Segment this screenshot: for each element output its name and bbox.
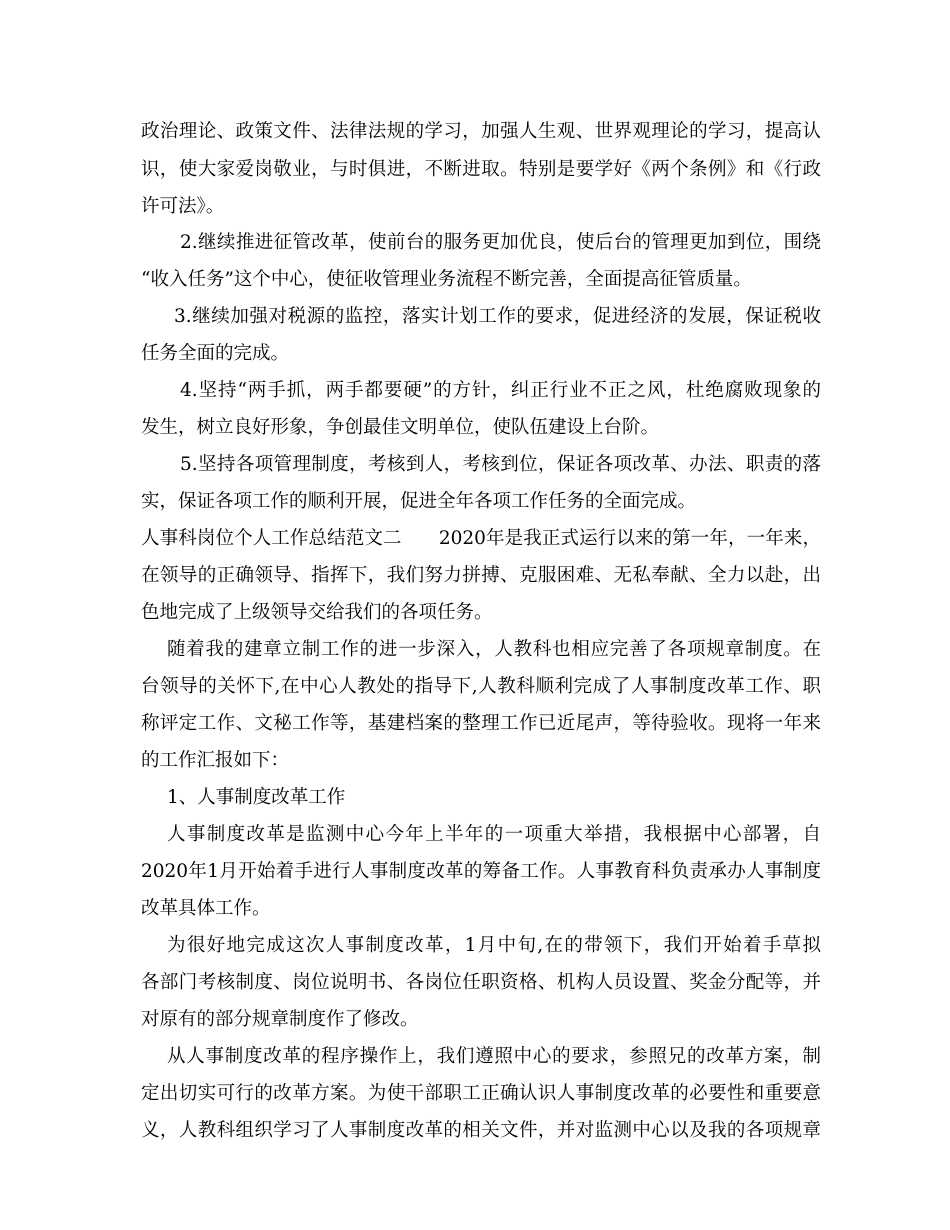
paragraph-line: 在领导的正确领导、指挥下，我们努力拼搏、克服困难、无私奉献、全力以赴，出 bbox=[141, 565, 821, 586]
subheading-line: 1、人事制度改革工作 bbox=[167, 787, 346, 808]
paragraph-line: 任务全面的完成。 bbox=[141, 343, 290, 364]
paragraph-line: 许可法》。 bbox=[141, 196, 225, 217]
paragraph-line: 为很好地完成这次人事制度改革，1月中旬,在的带领下，我们开始着手草拟 bbox=[167, 935, 821, 956]
paragraph-line: “收入任务”这个中心，使征收管理业务流程不断完善，全面提高征管质量。 bbox=[141, 269, 752, 290]
paragraph-line: 称评定工作、文秘工作等，基建档案的整理工作已近尾声，等待验收。现将一年来 bbox=[141, 713, 821, 734]
paragraph-line: 识，使大家爱岗敬业，与时俱进，不断进取。特别是要学好《两个条例》和《行政 bbox=[141, 159, 821, 180]
paragraph-line: 随着我的建章立制工作的进一步深入，人教科也相应完善了各项规章制度。在 bbox=[167, 639, 821, 660]
paragraph-line: 从人事制度改革的程序操作上，我们遵照中心的要求，参照兄的改革方案，制 bbox=[167, 1046, 821, 1067]
paragraph-line: 5.坚持各项管理制度，考核到人，考核到位，保证各项改革、办法、职责的落 bbox=[180, 454, 821, 475]
paragraph-line: 的工作汇报如下： bbox=[141, 750, 290, 771]
paragraph-line: 色地完成了上级领导交给我们的各项任务。 bbox=[141, 602, 493, 623]
paragraph-line: 2020年1月开始着手进行人事制度改革的筹备工作。人事教育科负责承办人事制度 bbox=[141, 861, 821, 882]
paragraph-line: 人事制度改革是监测中心今年上半年的一项重大举措，我根据中心部署，自 bbox=[167, 824, 821, 845]
paragraph-line: 发生，树立良好形象，争创最佳文明单位，使队伍建设上台阶。 bbox=[141, 417, 660, 438]
paragraph-line: 实，保证各项工作的顺利开展，促进全年各项工作任务的全面完成。 bbox=[141, 491, 697, 512]
paragraph-line: 改革具体工作。 bbox=[141, 898, 271, 919]
section-title-line: 人事科岗位个人工作总结范文二 2020年是我正式运行以来的第一年，一年来， bbox=[141, 528, 821, 549]
paragraph-line: 定出切实可行的改革方案。为使干部职工正确认识人事制度改革的必要性和重要意 bbox=[141, 1083, 821, 1104]
paragraph-line: 台领导的关怀下,在中心人教处的指导下,人教科顺利完成了人事制度改革工作、职 bbox=[141, 676, 821, 697]
paragraph-line: 对原有的部分规章制度作了修改。 bbox=[141, 1009, 419, 1030]
paragraph-line: 政治理论、政策文件、法律法规的学习，加强人生观、世界观理论的学习，提高认 bbox=[141, 121, 821, 142]
paragraph-line: 义，人教科组织学习了人事制度改革的相关文件，并对监测中心以及我的各项规章 bbox=[141, 1120, 821, 1141]
paragraph-line: 各部门考核制度、岗位说明书、各岗位任职资格、机构人员设置、奖金分配等，并 bbox=[141, 972, 821, 993]
paragraph-line: 4.坚持“两手抓，两手都要硬”的方针，纠正行业不正之风，杜绝腐败现象的 bbox=[180, 380, 821, 401]
paragraph-line: 2.继续推进征管改革，使前台的服务更加优良，使后台的管理更加到位，围绕 bbox=[180, 232, 821, 253]
paragraph-line: 3.继续加强对税源的监控，落实计划工作的要求，促进经济的发展，保证税收 bbox=[174, 306, 821, 327]
